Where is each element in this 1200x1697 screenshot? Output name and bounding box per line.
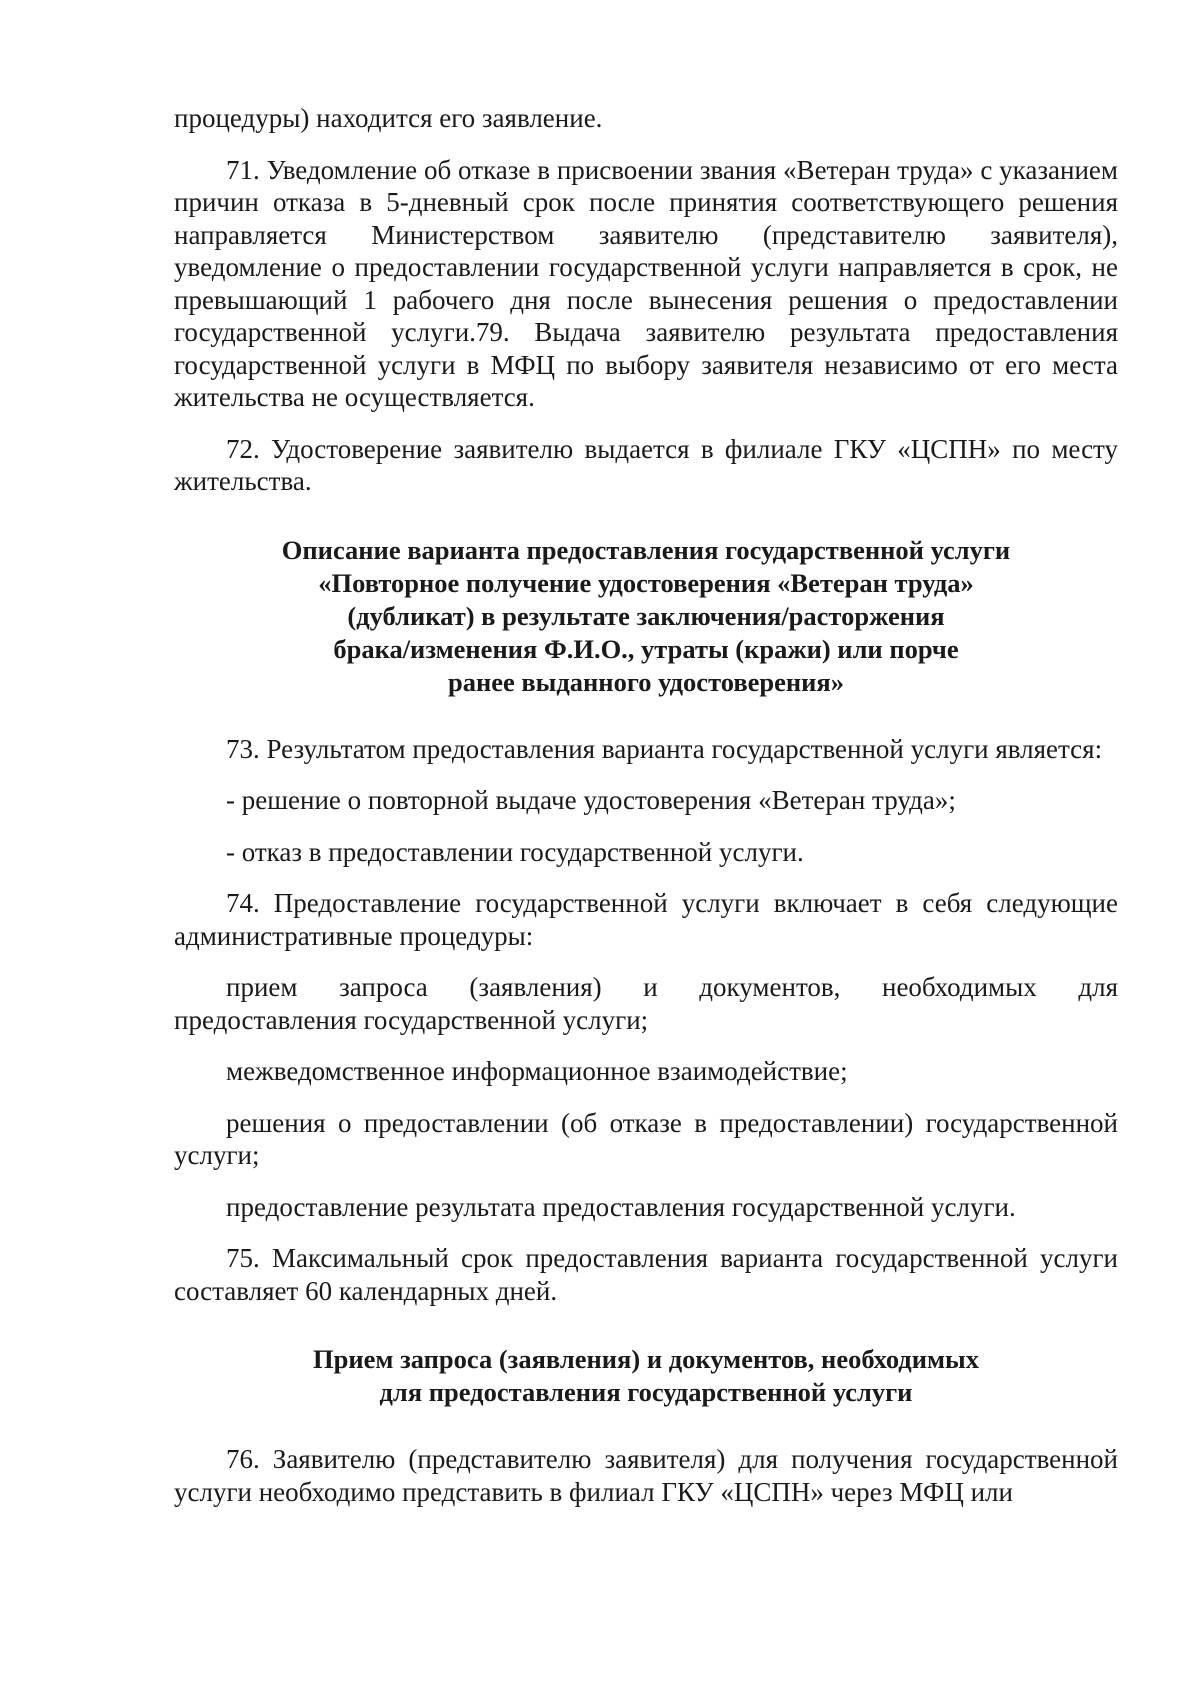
procedure-item-intake-line2: предоставления государственной услуги; [174, 1004, 649, 1035]
heading-line: (дубликат) в результате заключения/расторжения [347, 600, 945, 631]
heading-line: «Повторное получение удостоверения «Ветеран труда» [318, 567, 974, 598]
procedure-item-decision: решения о предоставлении (об отказе в предоставлении) государственной услуги; [174, 1107, 1118, 1170]
section-heading-request-intake [174, 1343, 1118, 1409]
document-body [174, 102, 1118, 1527]
heading-line: Прием запроса (заявления) и документов, необходимых [313, 1344, 979, 1374]
heading-line: для предоставления государственной услуги [379, 1377, 913, 1407]
heading-line: брака/изменения Ф.И.О., утраты (кражи) или порче [333, 633, 959, 664]
heading-line: Описание варианта предоставления государственной услуги [281, 534, 1011, 565]
paragraph-74: 74. Предоставление государственной услуги включает в себя следующие административные процедуры: [174, 888, 1118, 951]
section-heading-duplicate-certificate [174, 534, 1118, 699]
list-item-decision: - решение о повторной выдаче удостоверения «Ветеран труда»; [226, 785, 956, 815]
list-item-refusal: - отказ в предоставлении государственной услуги. [226, 836, 804, 867]
procedure-item-interagency: межведомственное информационное взаимодействие; [226, 1056, 848, 1086]
procedure-item-result: предоставление результата предоставления государственной услуги. [226, 1191, 1016, 1222]
paragraph-72: 72. Удостоверение заявителю выдается в филиале ГКУ «ЦСПН» по месту жительства. [174, 433, 1118, 496]
paragraph-continuation: процедуры) находится его заявление. [174, 103, 603, 133]
paragraph-75: 75. Максимальный срок предоставления варианта государственной услуги составляет 60 календарных дней. [174, 1243, 1118, 1306]
paragraph-73: 73. Результатом предоставления варианта государственной услуги является: [226, 733, 1103, 764]
heading-line: ранее выданного удостоверения» [447, 666, 845, 697]
paragraph-76: 76. Заявителю (представителю заявителя) для получения государственной услуги необходимо представить в филиал ГКУ «ЦСПН» через МФЦ или [174, 1444, 1118, 1507]
procedure-item-intake-line1: прием запроса (заявления) и документов, необходимых для [226, 972, 1118, 1002]
paragraph-71: 71. Уведомление об отказе в присвоении звания «Ветеран труда» с указанием причин отказа в 5-дневный срок после принятия соответствующего решения направляется Министерством заявителю (представителю заявителя), уведомление о предоставлении государственной услуги направляется в срок, не превышающий 1 рабочего дня после вынесения решения о предоставлении государственной услуги.79. Выдача заявителю результата предоставления государственной услуги в МФЦ по выбору заявителя независимо от его места жительства не осуществляется. [174, 154, 1118, 412]
